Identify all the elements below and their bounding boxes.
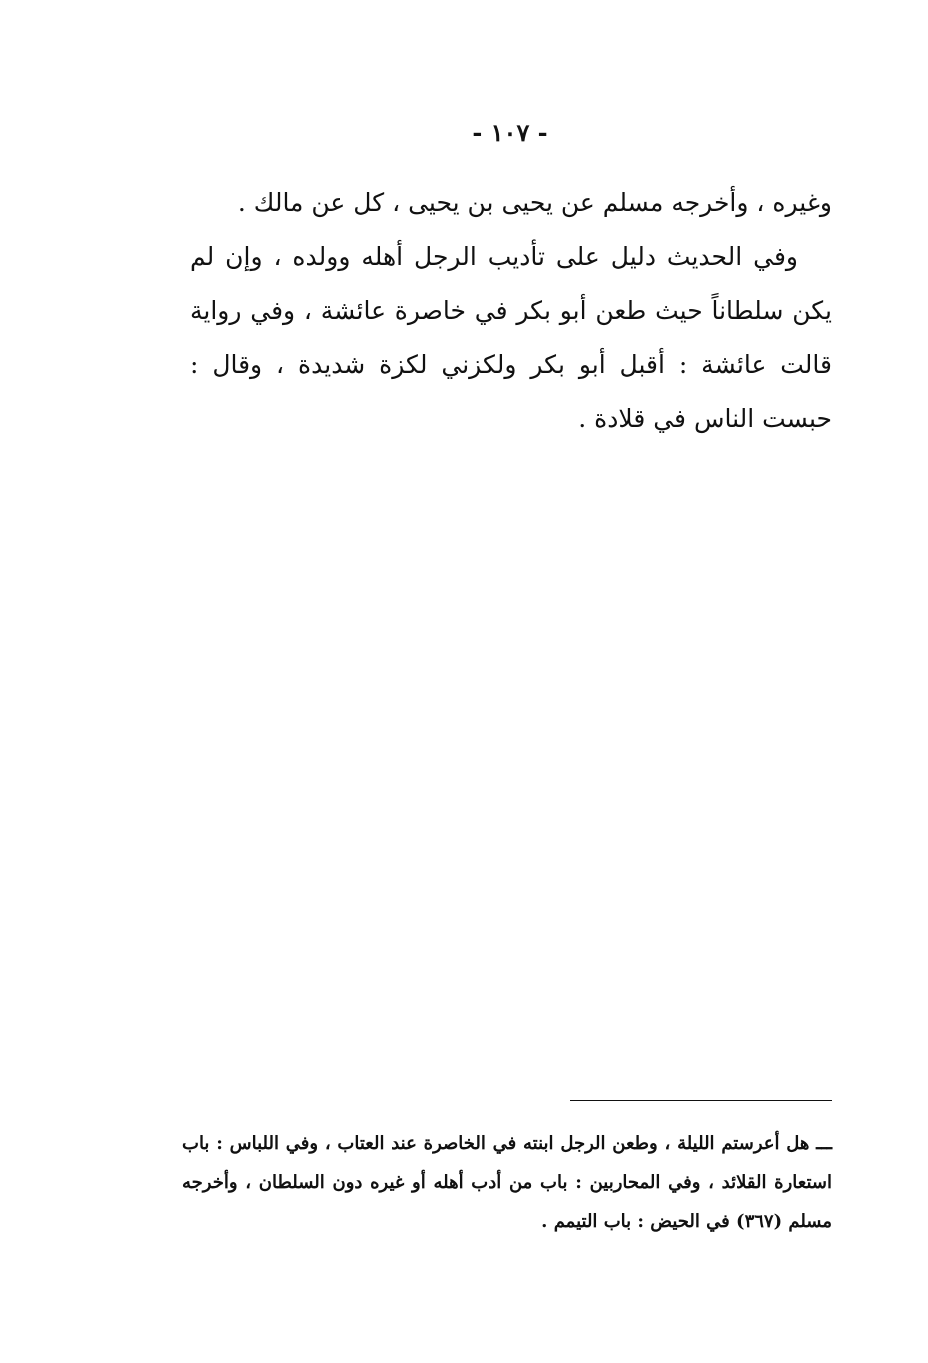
main-text (190, 176, 832, 446)
page-number: - ١٠٧ - (472, 118, 548, 147)
footnote-divider (570, 1100, 832, 1101)
footnote-text: ـــ هل أعرستم الليلة ، وطعن الرجل ابنته في الخاصرة عند العتاب ، وفي اللباس : باب استعارة القلائد ، وفي المحاربين : باب من أدب أهله أو غيره دون السلطان ، وأخرجه مسلم (٣٦٧) في الحيض : باب التيمم . (182, 1133, 832, 1232)
paragraph-commentary: وفي الحديث دليل على تأديب الرجل أهله وولده ، وإن لم يكن سلطاناً حيث طعن أبو بكر في خاصرة عائشة ، وفي رواية قالت عائشة : أقبل أبو بكر ولكزني لكزة شديدة ، وقال : حبست الناس في قلادة . (190, 242, 832, 433)
paragraph-continuation: وغيره ، وأخرجه مسلم عن يحيى بن يحيى ، كل عن مالك . (237, 188, 832, 217)
footnotes (182, 1124, 832, 1241)
